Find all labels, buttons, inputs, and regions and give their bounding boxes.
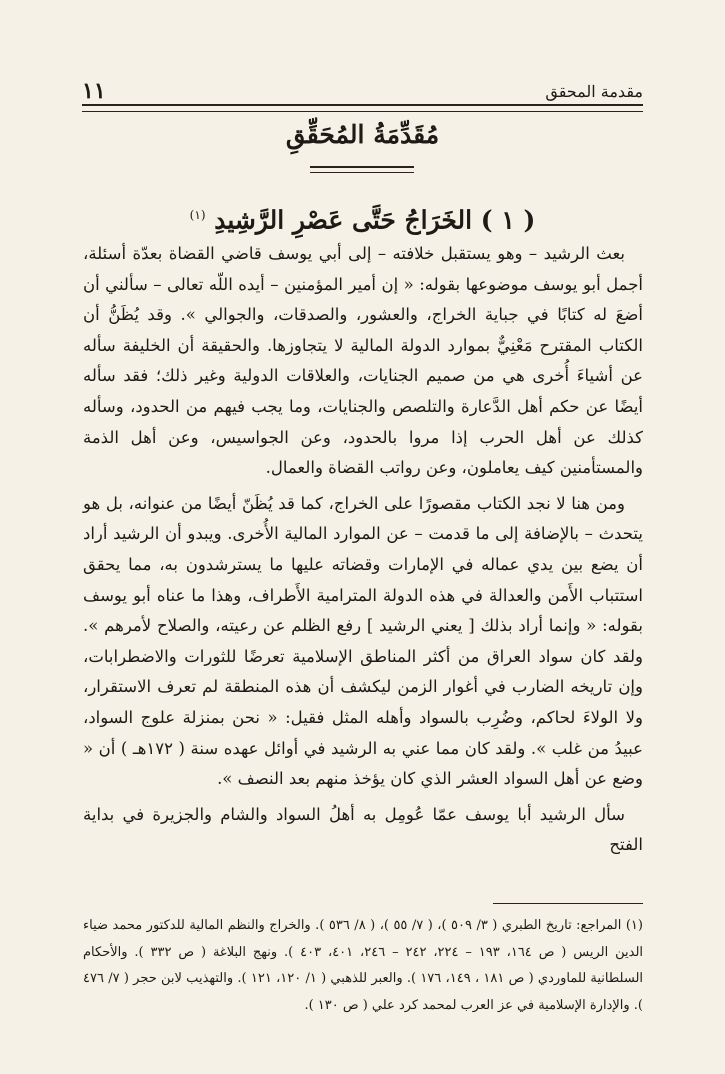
footnote: (١) المراجع: تاريخ الطبري ( ٣/ ٥٠٩ )، ( ٧/ ٥٥ )، ( ٨/ ٥٣٦ ). والخراج والنظم المالية للدكتور محمد ضياء الدين الريس ( ص ١٦٤، ١٩٣ – ٢٢٤، ٢٤٢ – ٢٤٦، ٤٠١، ٤٠٣ ). ونهج البلاغة ( ص ٣٣٢ ). والأحكام السلطانية للماوردي ( ص ١٨١ ، ١٤٩، ١٧٦ ). والعبر للذهبي ( ١/ ١٢٠، ١٢١ ). والتهذيب لابن حجر ( ٧/ ٤٧٦ ). والإدارة الإسلامية في عز العرب لمحمد كرد علي ( ص ١٣٠ ).: [83, 918, 644, 1013]
page-number: ١١: [82, 78, 106, 104]
chapter-heading: [0, 196, 725, 239]
footnote-reference: (١): [189, 208, 206, 222]
paragraph-2: ومن هنا لا نجد الكتاب مقصورًا على الخراج، كما قد يُظَنّ أيضًا من عنوانه، بل هو يتحدث – بالإضافة إلى ما قدمت – عن الموارد المالية الأُخرى. ويبدو أن الرشيد أراد أن يضع بين يدي عماله في الإمارات وقضاته عليها ما يسترشدون به، مما يحقق استتباب الأَمن والعدالة في هذه الدولة المترامية الأَطراف، وهذا ما عناه أبو يوسف بقوله: « وإنما أراد بذلك [ يعني الرشيد ] رفع الظلم عن رعيته، والصلاح لأمرهم ». ولقد كان سواد العراق من أكثر المناطق الإسلامية تعرضًا للثورات والاضطرابات، وإن تاريخه الضارب في أغوار الزمن ليكشف أن هذه المنطقة لم تعرف الاستقرار، ولا الولاءَ لحاكم، وضُرِب بالسواد وأهله المثل فقيل: « نحن بمنزلة علوج السواد، عبيدُ من غلب ». ولقد كان مما عني به الرشيد في أوائل عهده سنة ( ١٧٢هـ ) أن « وضع عن أهل السواد العشر الذي كان يؤخذ منهم بعد النصف ».: [83, 493, 643, 789]
chapter-heading-text: ( ١ ) الخَرَاجُ حَتَّى عَصْرِ الرَّشِيدِ: [214, 205, 536, 235]
running-head-rule: [82, 104, 643, 112]
running-head-title: مقدمة المحقق: [545, 82, 643, 101]
paragraph-3: سأل الرشيد أبا يوسف عمّا عُومِل به أهلُ السواد والشام والجزيرة في بداية الفتح: [83, 804, 643, 855]
body-text: [83, 239, 643, 861]
running-head: [82, 76, 643, 102]
section-title: مُقَدِّمَةُ المُحَقِّقِ: [285, 120, 440, 149]
section-title-rule: [310, 166, 414, 173]
paragraph-1: بعث الرشيد – وهو يستقبل خلافته – إلى أبي يوسف قاضي القضاة بعدّة أسئلة، أجمل أبو يوسف موضوعها بقوله: « إن أمير المؤمنين – أيده اللّه تعالى – سألني أن أضعَ له كتابًا في جباية الخراج، والعشور، والصدقات، والجوالي ». وقد يُظَنُّ أن الكتاب المقترح مَعْنِيٌّ بموارد الدولة المالية لا يتجاوزها. والحقيقة أن الخليفة سأله عن أشياءَ أُخرى هي من صميم الجنايات، والعلاقات الدولية وغير ذلك؛ فقد سأله أيضًا عن حكم أهل الدَّعارة والتلصص والجنايات، وما يجب فيهم من الحدود، وسأله كذلك عن أهل الحرب إذا مروا بالحدود، وعن الجواسيس، وعن أهل الذمة والمستأمنين كيف يعاملون، وعن رواتب القضاة والعمال.: [83, 244, 643, 478]
footnote-rule: [493, 903, 643, 904]
